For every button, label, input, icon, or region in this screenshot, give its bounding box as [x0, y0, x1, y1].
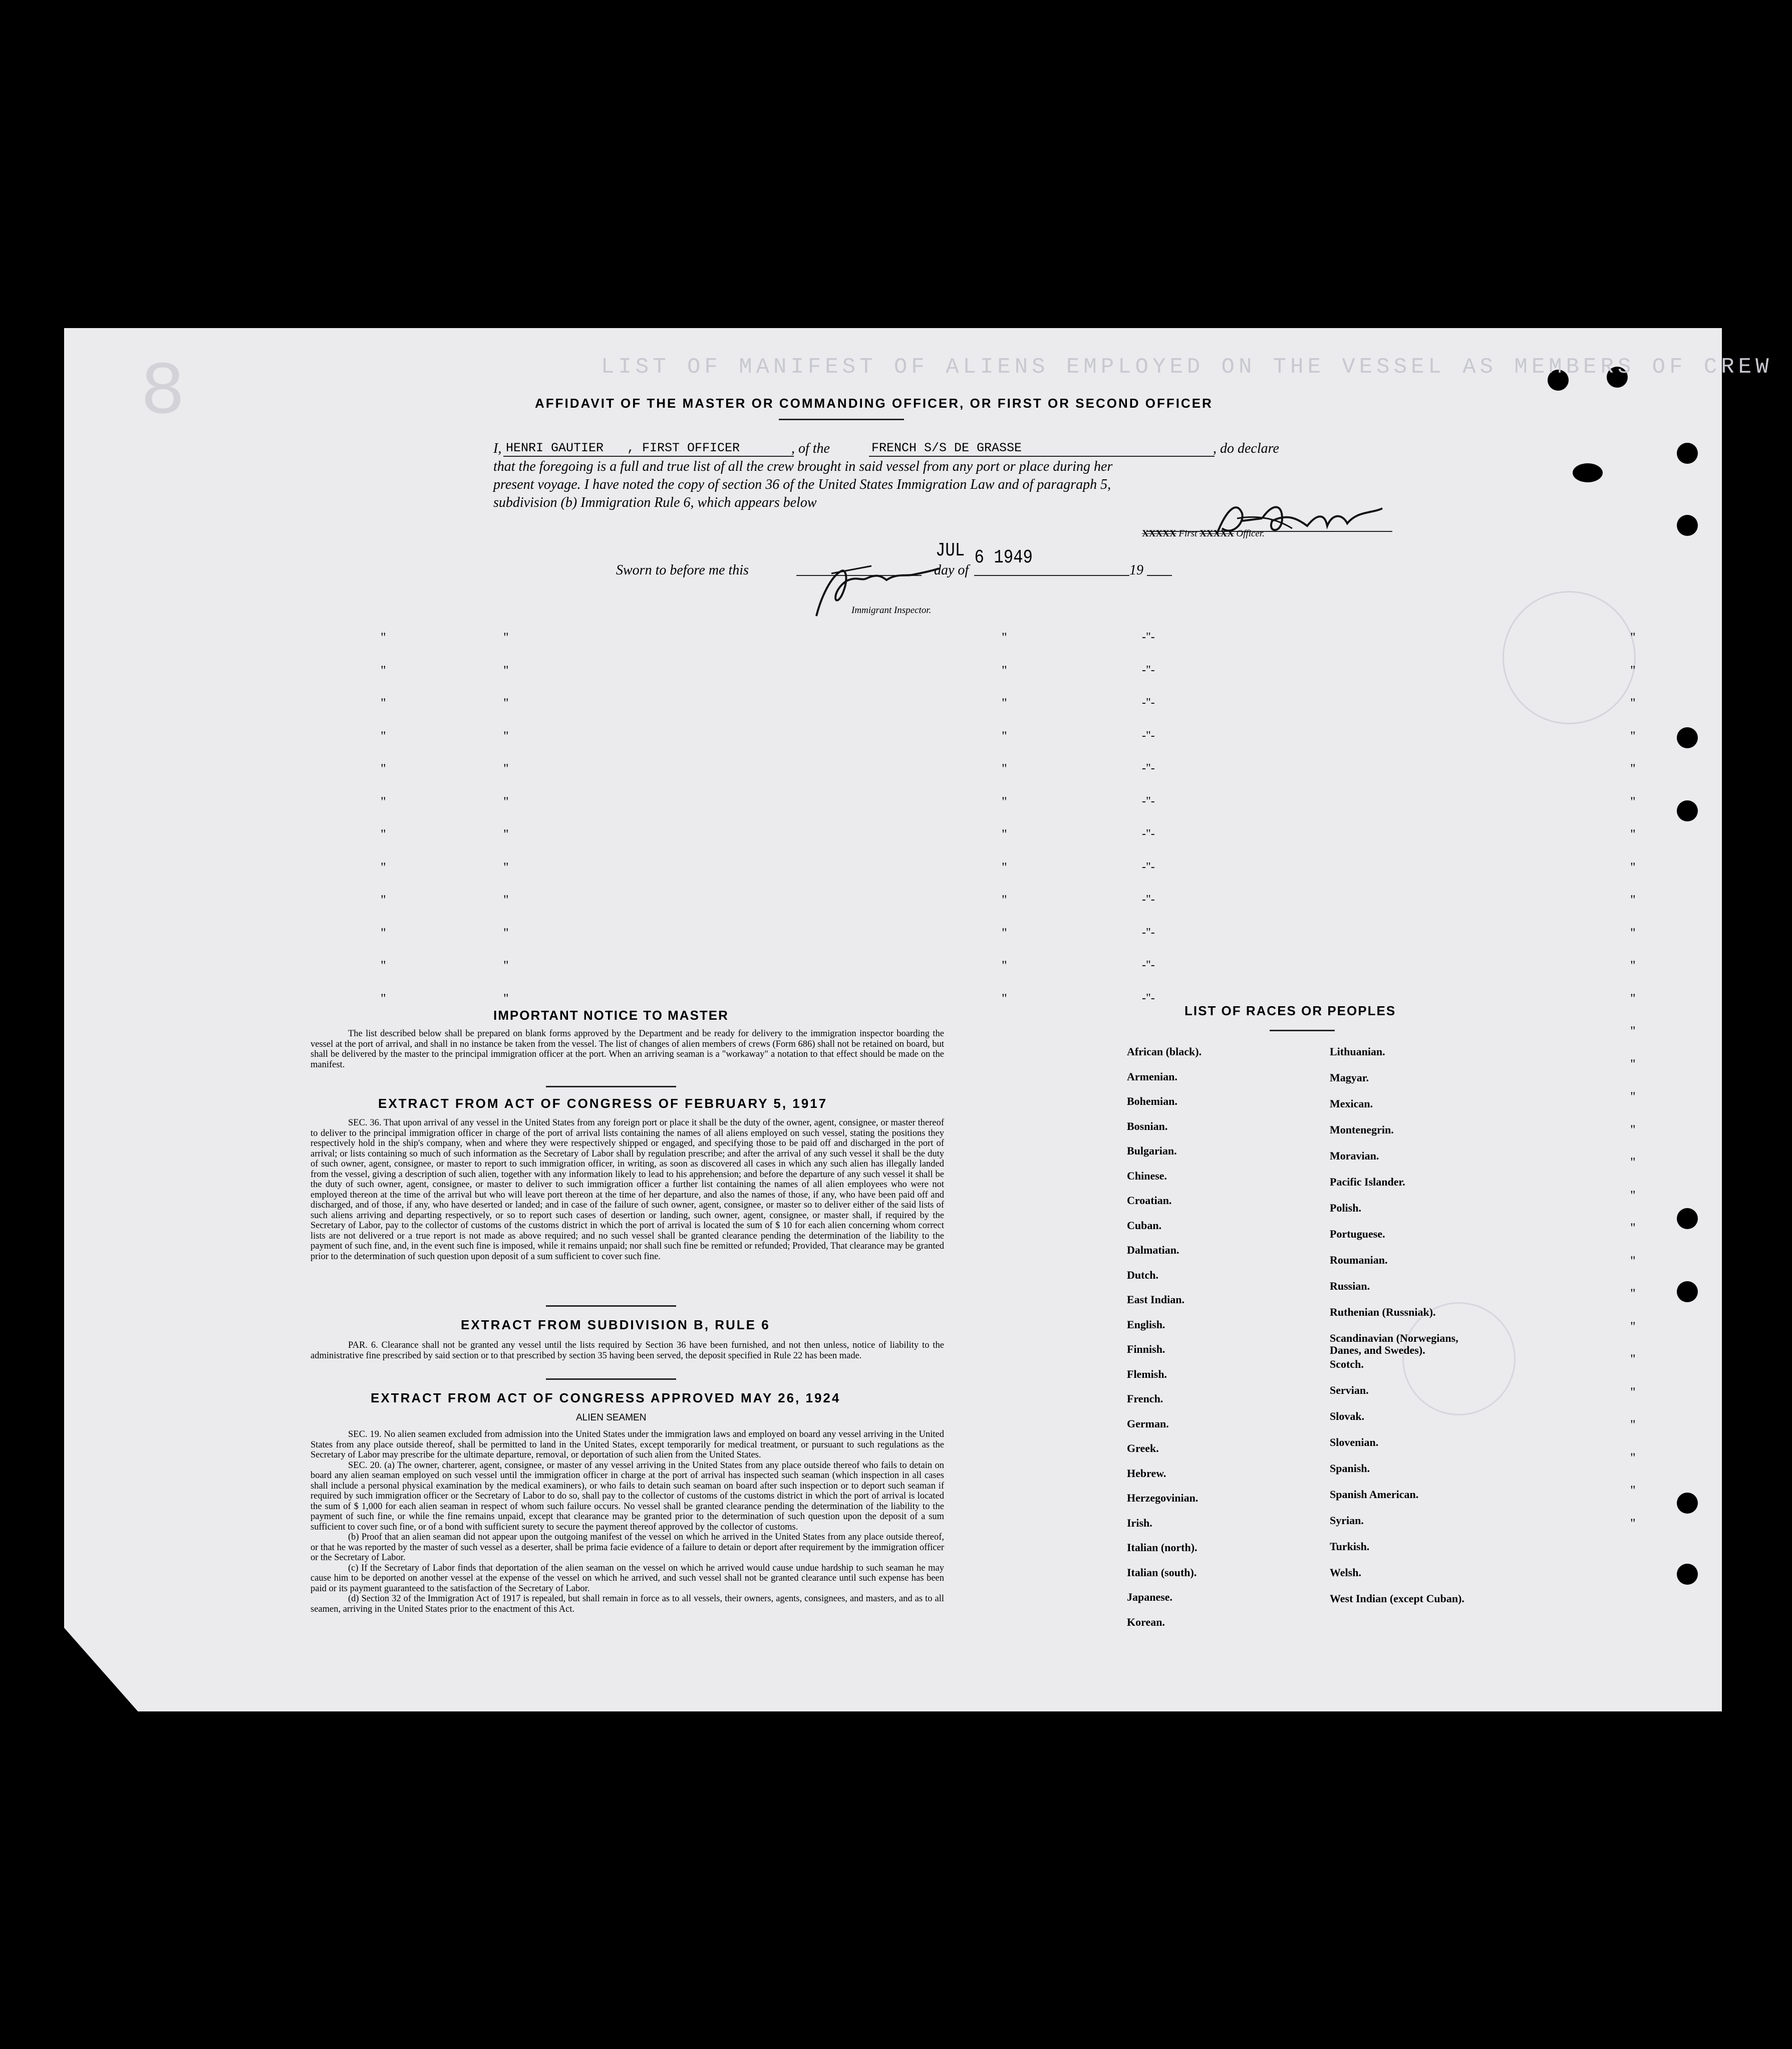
title-underline — [779, 419, 904, 420]
races-underline — [1270, 1030, 1335, 1031]
race-item: West Indian (except Cuban). — [1330, 1592, 1464, 1605]
punch-hole — [1677, 515, 1698, 536]
affidavit-i-label: I, — [493, 441, 502, 456]
race-item: German. — [1127, 1417, 1169, 1430]
punch-hole — [1573, 463, 1603, 482]
race-item: Bulgarian. — [1127, 1144, 1177, 1157]
vessel-fill-line — [869, 456, 1215, 457]
race-item: Montenegrin. — [1330, 1123, 1394, 1136]
race-item: Turkish. — [1330, 1540, 1370, 1553]
punch-hole — [1677, 727, 1698, 748]
races-title: LIST OF RACES OR PEOPLES — [1184, 1003, 1396, 1018]
notice-body — [311, 1029, 944, 1070]
race-item: Welsh. — [1330, 1566, 1361, 1579]
race-item: Slovak. — [1330, 1410, 1365, 1422]
punch-hole — [1677, 1208, 1698, 1229]
race-item: Bosnian. — [1127, 1119, 1168, 1132]
officer-caption — [1142, 528, 1265, 539]
race-item: Dutch. — [1127, 1268, 1158, 1281]
extract-1924-body — [311, 1429, 944, 1614]
section-divider — [546, 1086, 676, 1087]
ditto-col-2: " " " " " " " " " " " " — [503, 630, 509, 1006]
race-item: Irish. — [1127, 1516, 1152, 1529]
ditto-col-3: " " " " " " " " " " " " — [1002, 630, 1007, 1006]
race-item: French. — [1127, 1392, 1163, 1405]
alien-seamen-subtitle: ALIEN SEAMEN — [576, 1412, 647, 1423]
sec-19-text: SEC. 19. No alien seamen excluded from admission into the United States under the immigration laws and employed on board any vessel arriving in the United States from any place outside thereof, shall be permitted to land in the United States, except temporarily for medical treatment, or pursuant to such regulations as the Secretary of Labor may prescribe for the ultimate departure, removal, or deportation of such alien from the United States. — [311, 1429, 944, 1460]
folded-corner — [64, 1628, 139, 1713]
race-item: Herzegovinian. — [1127, 1492, 1199, 1504]
month-fill-line — [974, 575, 1129, 576]
race-item: Flemish. — [1127, 1367, 1167, 1380]
sec-20d-text: (d) Section 32 of the Immigration Act of 1917 is repealed, but shall remain in force as to all vessels, their owners, agents, consignees, and masters, and as to all seamen, arriving in the United States prior to the enactment of this Act. — [311, 1594, 944, 1614]
race-item: Dalmatian. — [1127, 1244, 1179, 1256]
race-item: Scandinavian (Norwegians, Danes, and Swedes). — [1330, 1332, 1458, 1356]
stamp-date: 6 1949 — [974, 547, 1033, 568]
of-the-label: , of the — [791, 441, 830, 456]
section-36-text: SEC. 36. That upon arrival of any vessel in the United States from any foreign port or place it shall be the duty of the owner, agent, consignee, or master thereof to deliver to the principal immigration officer in charge of the port of arrival lists containing the names of all aliens employed on such vessel, stating the positions they respectively hold in the ship's company, when and where they were respectively shipped or engaged, and specifying those to be paid off and discharged in the port of arrival; or lists containing so much of such information as the Secretary of Labor shall by regulation prescribe; and after the arrival of any such vessel it shall be the duty of such owner, agent, consignee, or master to report to such immigration officer, in writing, as soon as discovered all cases in which any such alien has illegally landed from the vessel, giving a description of such alien, together with any information likely to lead to his apprehension; and before the departure of any such vessel it shall be the duty of such owner, agent, consignee, or master to deliver to such immigration officer a further list containing the names of all alien employees who were not employed thereon at the time of the arrival but who will leave port thereon at the time of her departure, and also the names of those, if any, who have been paid off and discharged, and of those, if any, who have deserted or landed; and in case of the failure of such owner, agent, consignee, or master so to deliver either of the said lists of such aliens arriving and departing respectively, or so to report such cases of desertion or landing, such owner, agent, consignee, or master shall, if required by the Secretary of Labor, pay to the collector of customs of the customs district in which the port of arrival is located the sum of $ 10 for each alien concerning whom correct lists are not delivered or a true report is not made as above required; and no such vessel shall be granted clearance pending the determination of the liability to the payment of such fine, and, in the event such fine is imposed, while it remains unpaid; nor shall such fine be remitted or refunded; Provided, That clearance may be granted prior to the determination of such question upon deposit of a sum sufficient to cover such fine. — [311, 1118, 944, 1262]
sec-20b-text: (b) Proof that an alien seaman did not appear upon the outgoing manifest of the vessel on which he arrived in the United States from any place outside thereof, or that he was reported by the master of such vessel as a deserter, shall be prima facie evidence of a failure to detain or deport after requirement by the immigration officer or the Secretary of Labor. — [311, 1532, 944, 1563]
ditto-col-5: " " " " " " " " " " " " " " " " " " " " " " " " " " " " — [1630, 630, 1636, 1531]
extract-1917-title: EXTRACT FROM ACT OF CONGRESS OF FEBRUARY 5, 1917 — [378, 1096, 828, 1111]
name-fill-line — [503, 456, 794, 457]
punch-hole — [1677, 1564, 1698, 1585]
race-item: Italian (south). — [1127, 1566, 1197, 1579]
race-item: Armenian. — [1127, 1070, 1177, 1083]
race-item: Cuban. — [1127, 1219, 1162, 1232]
race-item: Syrian. — [1330, 1514, 1364, 1527]
race-item: Mexican. — [1330, 1097, 1373, 1110]
year-fill-line — [1147, 575, 1172, 576]
sec-20c-text: (c) If the Secretary of Labor finds that deportation of the alien seaman on the vessel on which he arrived would cause undue hardship to such seaman he may cause him to be deported on another vessel at the expense of the vessel on which he arrived, and such vessel shall not be granted clearance until such expense has been paid or its payment guaranteed to the satisfaction of the Secretary of Labor. — [311, 1563, 944, 1594]
notice-paragraph: The list described below shall be prepared on blank forms approved by the Department and be ready for delivery to the immigration inspector boarding the vessel at the port of arrival, and shall in no instance be taken from the vessel. The list of changes of alien members of crews (Form 686) shall not be retained on board, but shall be delivered by the master to the principal immigration officer at the port. When an arriving seaman is a "workaway" a notation to that effect should be made on the manifest. — [311, 1029, 944, 1070]
race-item: Servian. — [1330, 1384, 1369, 1396]
notice-title: IMPORTANT NOTICE TO MASTER — [493, 1008, 729, 1023]
vessel-name: FRENCH S/S DE GRASSE — [871, 441, 1022, 455]
race-item: Chinese. — [1127, 1169, 1167, 1182]
race-item: Slovenian. — [1330, 1436, 1379, 1448]
sec-20a-text: SEC. 20. (a) The owner, charterer, agent, consignee, or master of any vessel arriving in the United States from any place outside thereof who fails to detain on board any alien seaman employed on such vessel until the immigration officer in charge at the port of arrival has inspected such seaman (which inspection in all cases shall include a personal physical examination by the medical examiners), or who fails to detain such seaman on board after such inspection or to deport such seaman if required by such immigration officer or the Secretary of Labor to do so, shall pay to the collector of customs of the customs district in which the port of arrival is located the sum of $ 1,000 for each alien seaman in respect of whom such failure occurs. No vessel shall be granted clearance pending the determination of the liability to the payment of such fine, or while the fine remains unpaid, except that clearance may be granted prior to the determination of such question upon the deposit of a sum sufficient to cover such fine, or of a bond with sufficient surety to secure the payment thereof approved by the collector of customs. — [311, 1460, 944, 1532]
punch-hole — [1677, 443, 1698, 464]
race-item: East Indian. — [1127, 1293, 1184, 1306]
inspector-caption: Immigrant Inspector. — [851, 605, 932, 616]
affidavit-title: AFFIDAVIT OF THE MASTER OR COMMANDING OFFICER, OR FIRST OR SECOND OFFICER — [535, 396, 1213, 411]
race-item: English. — [1127, 1318, 1165, 1331]
ditto-dash-col: -"- -"- -"- -"- -"- -"- -"- -"- -"- -"- -"- -"- — [1142, 631, 1155, 1005]
race-item: Russian. — [1330, 1280, 1370, 1292]
race-item: Greek. — [1127, 1442, 1159, 1454]
sworn-to-label: Sworn to before me this — [616, 562, 749, 578]
extract-1917-body — [311, 1118, 944, 1262]
rule-6-title: EXTRACT FROM SUBDIVISION B, RULE 6 — [461, 1317, 770, 1332]
race-item: Ruthenian (Russniak). — [1330, 1306, 1436, 1318]
race-item: Moravian. — [1330, 1149, 1379, 1162]
paragraph-6-text: PAR. 6. Clearance shall not be granted any vessel until the lists required by Section 36 have been furnished, and not then unless, notice of liability to the administrative fine prescribed by said section or to that prescribed by section 35 having been served, the deposit specified in Rule 22 has been made. — [311, 1340, 944, 1361]
race-item: Scotch. — [1330, 1358, 1364, 1370]
struck-title-1: XXXXX — [1142, 528, 1176, 539]
race-item: Japanese. — [1127, 1591, 1173, 1603]
punch-hole — [1677, 1493, 1698, 1514]
caption-first: First — [1178, 528, 1198, 539]
struck-title-2: XXXXX — [1200, 528, 1234, 539]
race-item: African (black). — [1127, 1045, 1202, 1058]
officer-rank: , FIRST OFFICER — [627, 441, 740, 455]
caption-officer: Officer. — [1236, 528, 1265, 539]
race-item: Roumanian. — [1330, 1254, 1388, 1266]
date-stamp — [936, 540, 1033, 568]
race-item: Korean. — [1127, 1615, 1165, 1628]
race-item: Spanish American. — [1330, 1488, 1419, 1501]
day-of-label: day of — [934, 562, 969, 578]
race-item: Italian (north). — [1127, 1541, 1198, 1554]
section-divider — [546, 1378, 676, 1380]
year-prefix: 19 — [1129, 562, 1143, 578]
race-item: Bohemian. — [1127, 1095, 1177, 1107]
race-item: Lithuanian. — [1330, 1045, 1385, 1058]
stamp-month: JUL — [936, 540, 965, 561]
races-right-column — [1330, 1046, 1475, 1619]
race-item: Spanish. — [1330, 1462, 1370, 1475]
do-declare-label: , do declare — [1213, 441, 1279, 456]
ditto-col-1: " " " " " " " " " " " " — [381, 630, 386, 1006]
affidavit-line-4: subdivision (b) Immigration Rule 6, which appears below — [493, 495, 817, 510]
affidavit-line-3: present voyage. I have noted the copy of section 36 of the United States Immigration Law and of paragraph 5, — [493, 477, 1111, 492]
races-left-column — [1127, 1046, 1287, 1641]
race-item: Portuguese. — [1330, 1228, 1385, 1240]
race-item: Pacific Islander. — [1330, 1176, 1405, 1188]
race-item: Polish. — [1330, 1202, 1361, 1214]
extract-1924-title: EXTRACT FROM ACT OF CONGRESS APPROVED MAY 26, 1924 — [371, 1390, 841, 1405]
race-item: Finnish. — [1127, 1343, 1165, 1355]
race-item: Hebrew. — [1127, 1467, 1166, 1480]
affidavit-line-2: that the foregoing is a full and true list of all the crew brought in said vessel from any port or place during her — [493, 459, 1113, 474]
punch-hole — [1677, 800, 1698, 821]
section-divider — [546, 1305, 676, 1307]
race-item: Croatian. — [1127, 1194, 1172, 1207]
officer-name: HENRI GAUTIER — [506, 441, 604, 455]
rule-6-body — [311, 1340, 944, 1361]
punch-hole — [1677, 1281, 1698, 1302]
race-item: Magyar. — [1330, 1071, 1369, 1084]
